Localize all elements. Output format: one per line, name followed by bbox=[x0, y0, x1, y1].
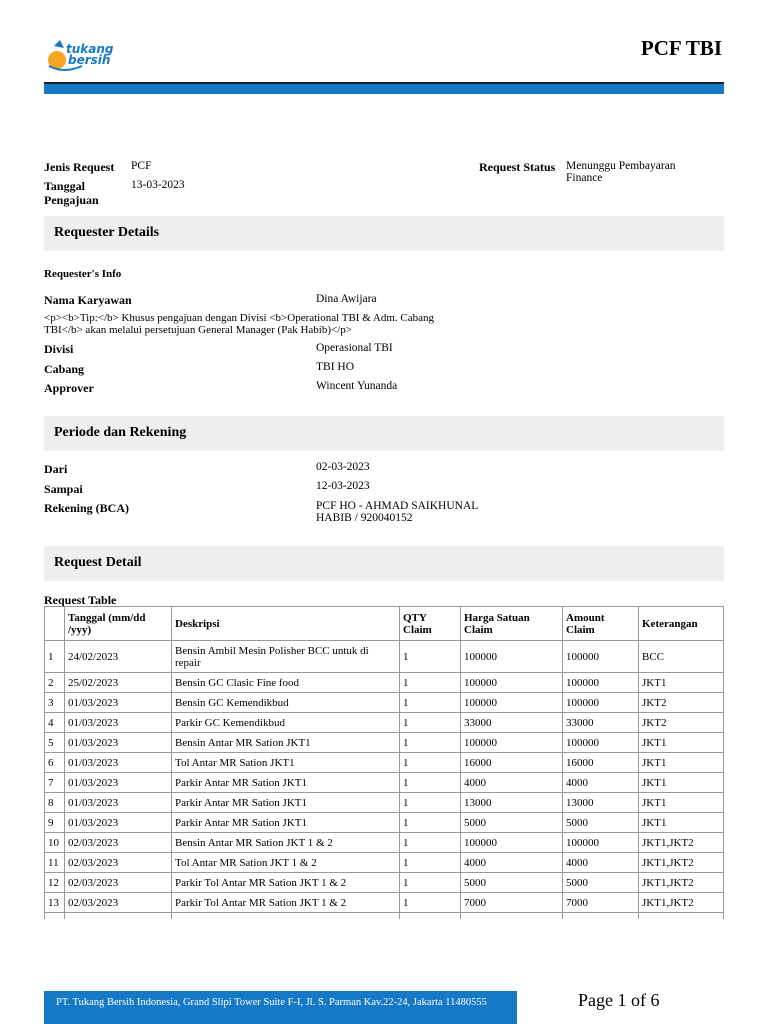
requester-details-section bbox=[44, 216, 724, 251]
table-cell: 01/03/2023 bbox=[65, 773, 172, 793]
approver-label: Approver bbox=[44, 381, 94, 395]
table-cell: 5000 bbox=[563, 873, 639, 893]
table-cell: 01/03/2023 bbox=[65, 793, 172, 813]
table-row bbox=[45, 641, 724, 673]
table-cell bbox=[45, 913, 65, 920]
table-cell: Tol Antar MR Sation JKT1 bbox=[172, 753, 400, 773]
table-row bbox=[45, 773, 724, 793]
jenis-request-label: Jenis Request bbox=[44, 160, 115, 174]
table-cell: 1 bbox=[400, 693, 461, 713]
table-cell: Bensin Antar MR Sation JKT1 bbox=[172, 733, 400, 753]
column-header: Deskripsi bbox=[172, 607, 400, 641]
request-table-title: Request Table bbox=[44, 593, 117, 607]
table-cell: 100000 bbox=[563, 673, 639, 693]
column-header: Keterangan bbox=[639, 607, 724, 641]
table-cell: 13000 bbox=[461, 793, 563, 813]
table-cell: 3 bbox=[45, 693, 65, 713]
table-cell: 1 bbox=[400, 641, 461, 673]
table-cell: 100000 bbox=[461, 733, 563, 753]
table-cell: 1 bbox=[45, 641, 65, 673]
section-title: Periode dan Rekening bbox=[54, 425, 187, 440]
table-cell: 100000 bbox=[461, 693, 563, 713]
nama-karyawan-value: Dina Awijara bbox=[316, 293, 377, 305]
table-cell: 01/03/2023 bbox=[65, 713, 172, 733]
cabang-value: TBI HO bbox=[316, 361, 355, 373]
table-row bbox=[45, 873, 724, 893]
table-row bbox=[45, 733, 724, 753]
footer-address: PT. Tukang Bersih Indonesia, Grand Slipi Tower Suite F-I, Jl. S. Parman Kav.22-24, Jakarta 11480555 bbox=[44, 991, 517, 1024]
table-cell: Bensin GC Clasic Fine food bbox=[172, 673, 400, 693]
table-cell: Tol Antar MR Sation JKT 1 & 2 bbox=[172, 853, 400, 873]
table-cell: 01/03/2023 bbox=[65, 733, 172, 753]
table-cell: 100000 bbox=[563, 733, 639, 753]
table-cell: 100000 bbox=[563, 833, 639, 853]
approval-tip: <p><b>Tip:</b> Khusus pengajuan dengan Divisi <b>Operational TBI & Adm. Cabang TBI</b> akan melalui persetujuan General Manager (Pak Habib)</p> bbox=[44, 312, 434, 336]
table-row bbox=[45, 693, 724, 713]
cabang-label: Cabang bbox=[44, 362, 85, 376]
table-cell: 02/03/2023 bbox=[65, 853, 172, 873]
dari-value: 02-03-2023 bbox=[316, 461, 370, 473]
table-cell: 5000 bbox=[563, 813, 639, 833]
tanggal-pengajuan-label: Tanggal Pengajuan bbox=[44, 179, 99, 207]
request-detail-section bbox=[44, 546, 724, 581]
table-cell: 7000 bbox=[461, 893, 563, 913]
table-cell: JKT1 bbox=[639, 813, 724, 833]
table-row bbox=[45, 813, 724, 833]
table-cell: 100000 bbox=[563, 641, 639, 673]
table-cell: JKT1 bbox=[639, 733, 724, 753]
table-cell: JKT1 bbox=[639, 673, 724, 693]
table-cell: JKT2 bbox=[639, 713, 724, 733]
table-cell: 1 bbox=[400, 773, 461, 793]
table-cell bbox=[400, 913, 461, 920]
table-cell: 4000 bbox=[461, 773, 563, 793]
table-cell: 5000 bbox=[461, 813, 563, 833]
table-cell: 24/02/2023 bbox=[65, 641, 172, 673]
table-row bbox=[45, 673, 724, 693]
table-cell: Parkir Antar MR Sation JKT1 bbox=[172, 813, 400, 833]
requesters-info-subtitle: Requester's Info bbox=[44, 268, 122, 280]
table-cell: 5000 bbox=[461, 873, 563, 893]
table-cell: 13000 bbox=[563, 793, 639, 813]
table-cell: Parkir Tol Antar MR Sation JKT 1 & 2 bbox=[172, 873, 400, 893]
table-cell bbox=[461, 913, 563, 920]
table-row bbox=[45, 753, 724, 773]
table-cell: JKT1 bbox=[639, 773, 724, 793]
request-status-label: Request Status bbox=[479, 160, 556, 174]
svg-text:bersih: bersih bbox=[68, 53, 111, 67]
table-cell: 01/03/2023 bbox=[65, 813, 172, 833]
table-cell: JKT1 bbox=[639, 753, 724, 773]
table-cell bbox=[65, 913, 172, 920]
table-cell: 1 bbox=[400, 713, 461, 733]
approver-value: Wincent Yunanda bbox=[316, 380, 398, 392]
table-cell: 4 bbox=[45, 713, 65, 733]
request-table bbox=[44, 606, 724, 919]
table-header-row bbox=[45, 607, 724, 641]
table-cell: 7 bbox=[45, 773, 65, 793]
table-cell: 01/03/2023 bbox=[65, 753, 172, 773]
table-row bbox=[45, 833, 724, 853]
table-cell: 9 bbox=[45, 813, 65, 833]
table-cell: Bensin Antar MR Sation JKT 1 & 2 bbox=[172, 833, 400, 853]
column-header: Tanggal (mm/dd /yyy) bbox=[65, 607, 172, 641]
column-header: Harga Satuan Claim bbox=[461, 607, 563, 641]
table-cell: 25/02/2023 bbox=[65, 673, 172, 693]
table-cell: 10 bbox=[45, 833, 65, 853]
table-cell: 2 bbox=[45, 673, 65, 693]
table-cell: 1 bbox=[400, 753, 461, 773]
rekening-value: PCF HO - AHMAD SAIKHUNAL HABIB / 920040152 bbox=[316, 500, 478, 524]
page-number: Page 1 of 6 bbox=[578, 990, 660, 1010]
tukang-bersih-logo bbox=[44, 36, 124, 76]
nama-karyawan-label: Nama Karyawan bbox=[44, 293, 132, 307]
table-cell: 02/03/2023 bbox=[65, 833, 172, 853]
table-cell: 33000 bbox=[563, 713, 639, 733]
table-cell: 1 bbox=[400, 893, 461, 913]
dari-label: Dari bbox=[44, 462, 68, 476]
table-cell: 100000 bbox=[461, 673, 563, 693]
sampai-label: Sampai bbox=[44, 482, 83, 496]
table-cell bbox=[563, 913, 639, 920]
table-cell: JKT1 bbox=[639, 793, 724, 813]
table-cell: Parkir GC Kemendikbud bbox=[172, 713, 400, 733]
table-cell: 11 bbox=[45, 853, 65, 873]
table-cell: 1 bbox=[400, 873, 461, 893]
table-cell: 4000 bbox=[461, 853, 563, 873]
table-row bbox=[45, 793, 724, 813]
column-header: QTY Claim bbox=[400, 607, 461, 641]
section-title: Requester Details bbox=[54, 225, 160, 240]
table-cell: 6 bbox=[45, 753, 65, 773]
table-cell: 4000 bbox=[563, 853, 639, 873]
table-cell: 16000 bbox=[461, 753, 563, 773]
table-cell: JKT1,JKT2 bbox=[639, 873, 724, 893]
table-cell: 100000 bbox=[563, 693, 639, 713]
table-cell: Parkir Tol Antar MR Sation JKT 1 & 2 bbox=[172, 893, 400, 913]
table-cell: 1 bbox=[400, 733, 461, 753]
jenis-request-value: PCF bbox=[131, 160, 152, 172]
table-row bbox=[45, 713, 724, 733]
table-cell: Parkir Antar MR Sation JKT1 bbox=[172, 793, 400, 813]
table-cell: JKT1,JKT2 bbox=[639, 833, 724, 853]
table-cell: 1 bbox=[400, 813, 461, 833]
table-cell: 02/03/2023 bbox=[65, 893, 172, 913]
table-row-empty bbox=[45, 913, 724, 920]
table-cell: Bensin Ambil Mesin Polisher BCC untuk di repair bbox=[172, 641, 400, 673]
table-cell: 1 bbox=[400, 793, 461, 813]
table-cell: 01/03/2023 bbox=[65, 693, 172, 713]
table-cell: 1 bbox=[400, 673, 461, 693]
table-row bbox=[45, 853, 724, 873]
table-cell bbox=[639, 913, 724, 920]
table-cell: JKT1,JKT2 bbox=[639, 893, 724, 913]
sampai-value: 12-03-2023 bbox=[316, 480, 370, 492]
table-cell: 1 bbox=[400, 853, 461, 873]
table-cell: 02/03/2023 bbox=[65, 873, 172, 893]
table-cell: 12 bbox=[45, 873, 65, 893]
section-title: Request Detail bbox=[54, 555, 142, 570]
table-cell: 13 bbox=[45, 893, 65, 913]
table-cell: 8 bbox=[45, 793, 65, 813]
tanggal-pengajuan-value: 13-03-2023 bbox=[131, 179, 185, 191]
table-cell: 33000 bbox=[461, 713, 563, 733]
table-cell: Bensin GC Kemendikbud bbox=[172, 693, 400, 713]
table-cell bbox=[172, 913, 400, 920]
table-cell: 16000 bbox=[563, 753, 639, 773]
table-cell: Parkir Antar MR Sation JKT1 bbox=[172, 773, 400, 793]
svg-text:tukang: tukang bbox=[66, 42, 114, 56]
table-cell: JKT2 bbox=[639, 693, 724, 713]
table-cell: 1 bbox=[400, 833, 461, 853]
table-cell: 5 bbox=[45, 733, 65, 753]
column-header: Amount Claim bbox=[563, 607, 639, 641]
column-header bbox=[45, 607, 65, 641]
periode-rekening-section bbox=[44, 416, 724, 451]
table-body bbox=[45, 641, 724, 920]
divisi-value: Operasional TBI bbox=[316, 342, 393, 354]
table-cell: 7000 bbox=[563, 893, 639, 913]
rekening-label: Rekening (BCA) bbox=[44, 501, 130, 515]
table-cell: 100000 bbox=[461, 641, 563, 673]
header-divider bbox=[44, 82, 724, 94]
document-title: PCF TBI bbox=[640, 36, 722, 60]
divisi-label: Divisi bbox=[44, 342, 74, 356]
request-status-value: Menunggu Pembayaran Finance bbox=[566, 160, 676, 184]
table-cell: JKT1,JKT2 bbox=[639, 853, 724, 873]
table-row bbox=[45, 893, 724, 913]
table-cell: BCC bbox=[639, 641, 724, 673]
table-cell: 4000 bbox=[563, 773, 639, 793]
table-cell: 100000 bbox=[461, 833, 563, 853]
